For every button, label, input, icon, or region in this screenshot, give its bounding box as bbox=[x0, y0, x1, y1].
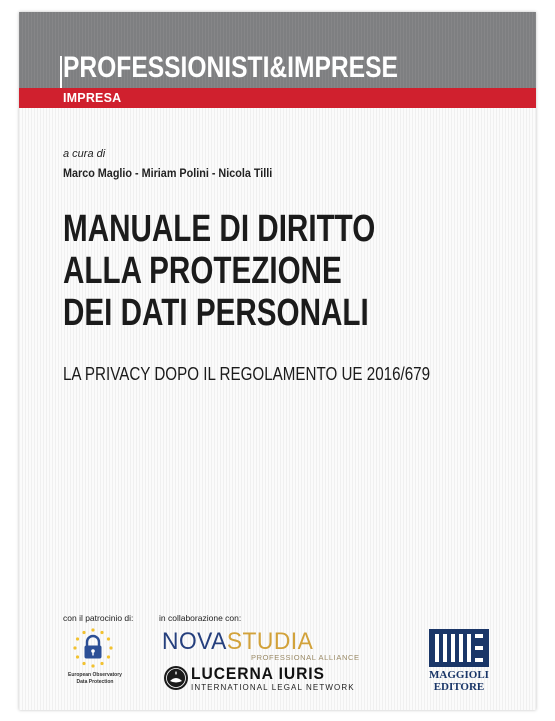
book-subtitle: LA PRIVACY DOPO IL REGOLAMENTO UE 2016/679 bbox=[63, 363, 431, 384]
maggioli-m-icon bbox=[429, 629, 489, 667]
publisher-line-2: EDITORE bbox=[433, 681, 485, 693]
series-title: PROFESSIONISTI&IMPRESE bbox=[63, 51, 398, 84]
series-label: IMPRESA bbox=[63, 91, 122, 105]
eodp-line-2: Data Protection bbox=[76, 679, 114, 685]
eodp-name bbox=[59, 672, 131, 686]
book-title-line-3: DEI DATI PERSONALI bbox=[63, 292, 369, 334]
book-title-line-1: MANUALE DI DIRITTO bbox=[63, 208, 376, 250]
novastudia-logo bbox=[162, 628, 313, 656]
publisher-line-1: MAGGIOLI bbox=[429, 669, 489, 681]
lucerna-seal-icon bbox=[163, 665, 189, 691]
book-title-line-2: ALLA PROTEZIONE bbox=[63, 250, 342, 292]
curated-by-label: a cura di bbox=[63, 148, 106, 160]
collaboration-label: in collaborazione con: bbox=[159, 613, 242, 623]
eodp-line-1: European Observatory bbox=[68, 672, 122, 678]
novastudia-part-2: STUDIA bbox=[226, 628, 314, 655]
book-title bbox=[63, 208, 430, 334]
book-cover bbox=[19, 12, 536, 710]
lucerna-tagline: INTERNATIONAL LEGAL NETWORK bbox=[191, 683, 355, 692]
novastudia-tagline: PROFESSIONAL ALLIANCE bbox=[251, 653, 360, 662]
patronage-label: con il patrocinio di: bbox=[63, 613, 134, 623]
novastudia-part-1: NOVA bbox=[162, 628, 227, 655]
publisher-name bbox=[416, 669, 502, 693]
authors: Marco Maglio - Miriam Polini - Nicola Tilli bbox=[63, 166, 273, 180]
padlock-stars-icon bbox=[66, 626, 120, 670]
lucerna-name: LUCERNA IURIS bbox=[191, 664, 325, 683]
